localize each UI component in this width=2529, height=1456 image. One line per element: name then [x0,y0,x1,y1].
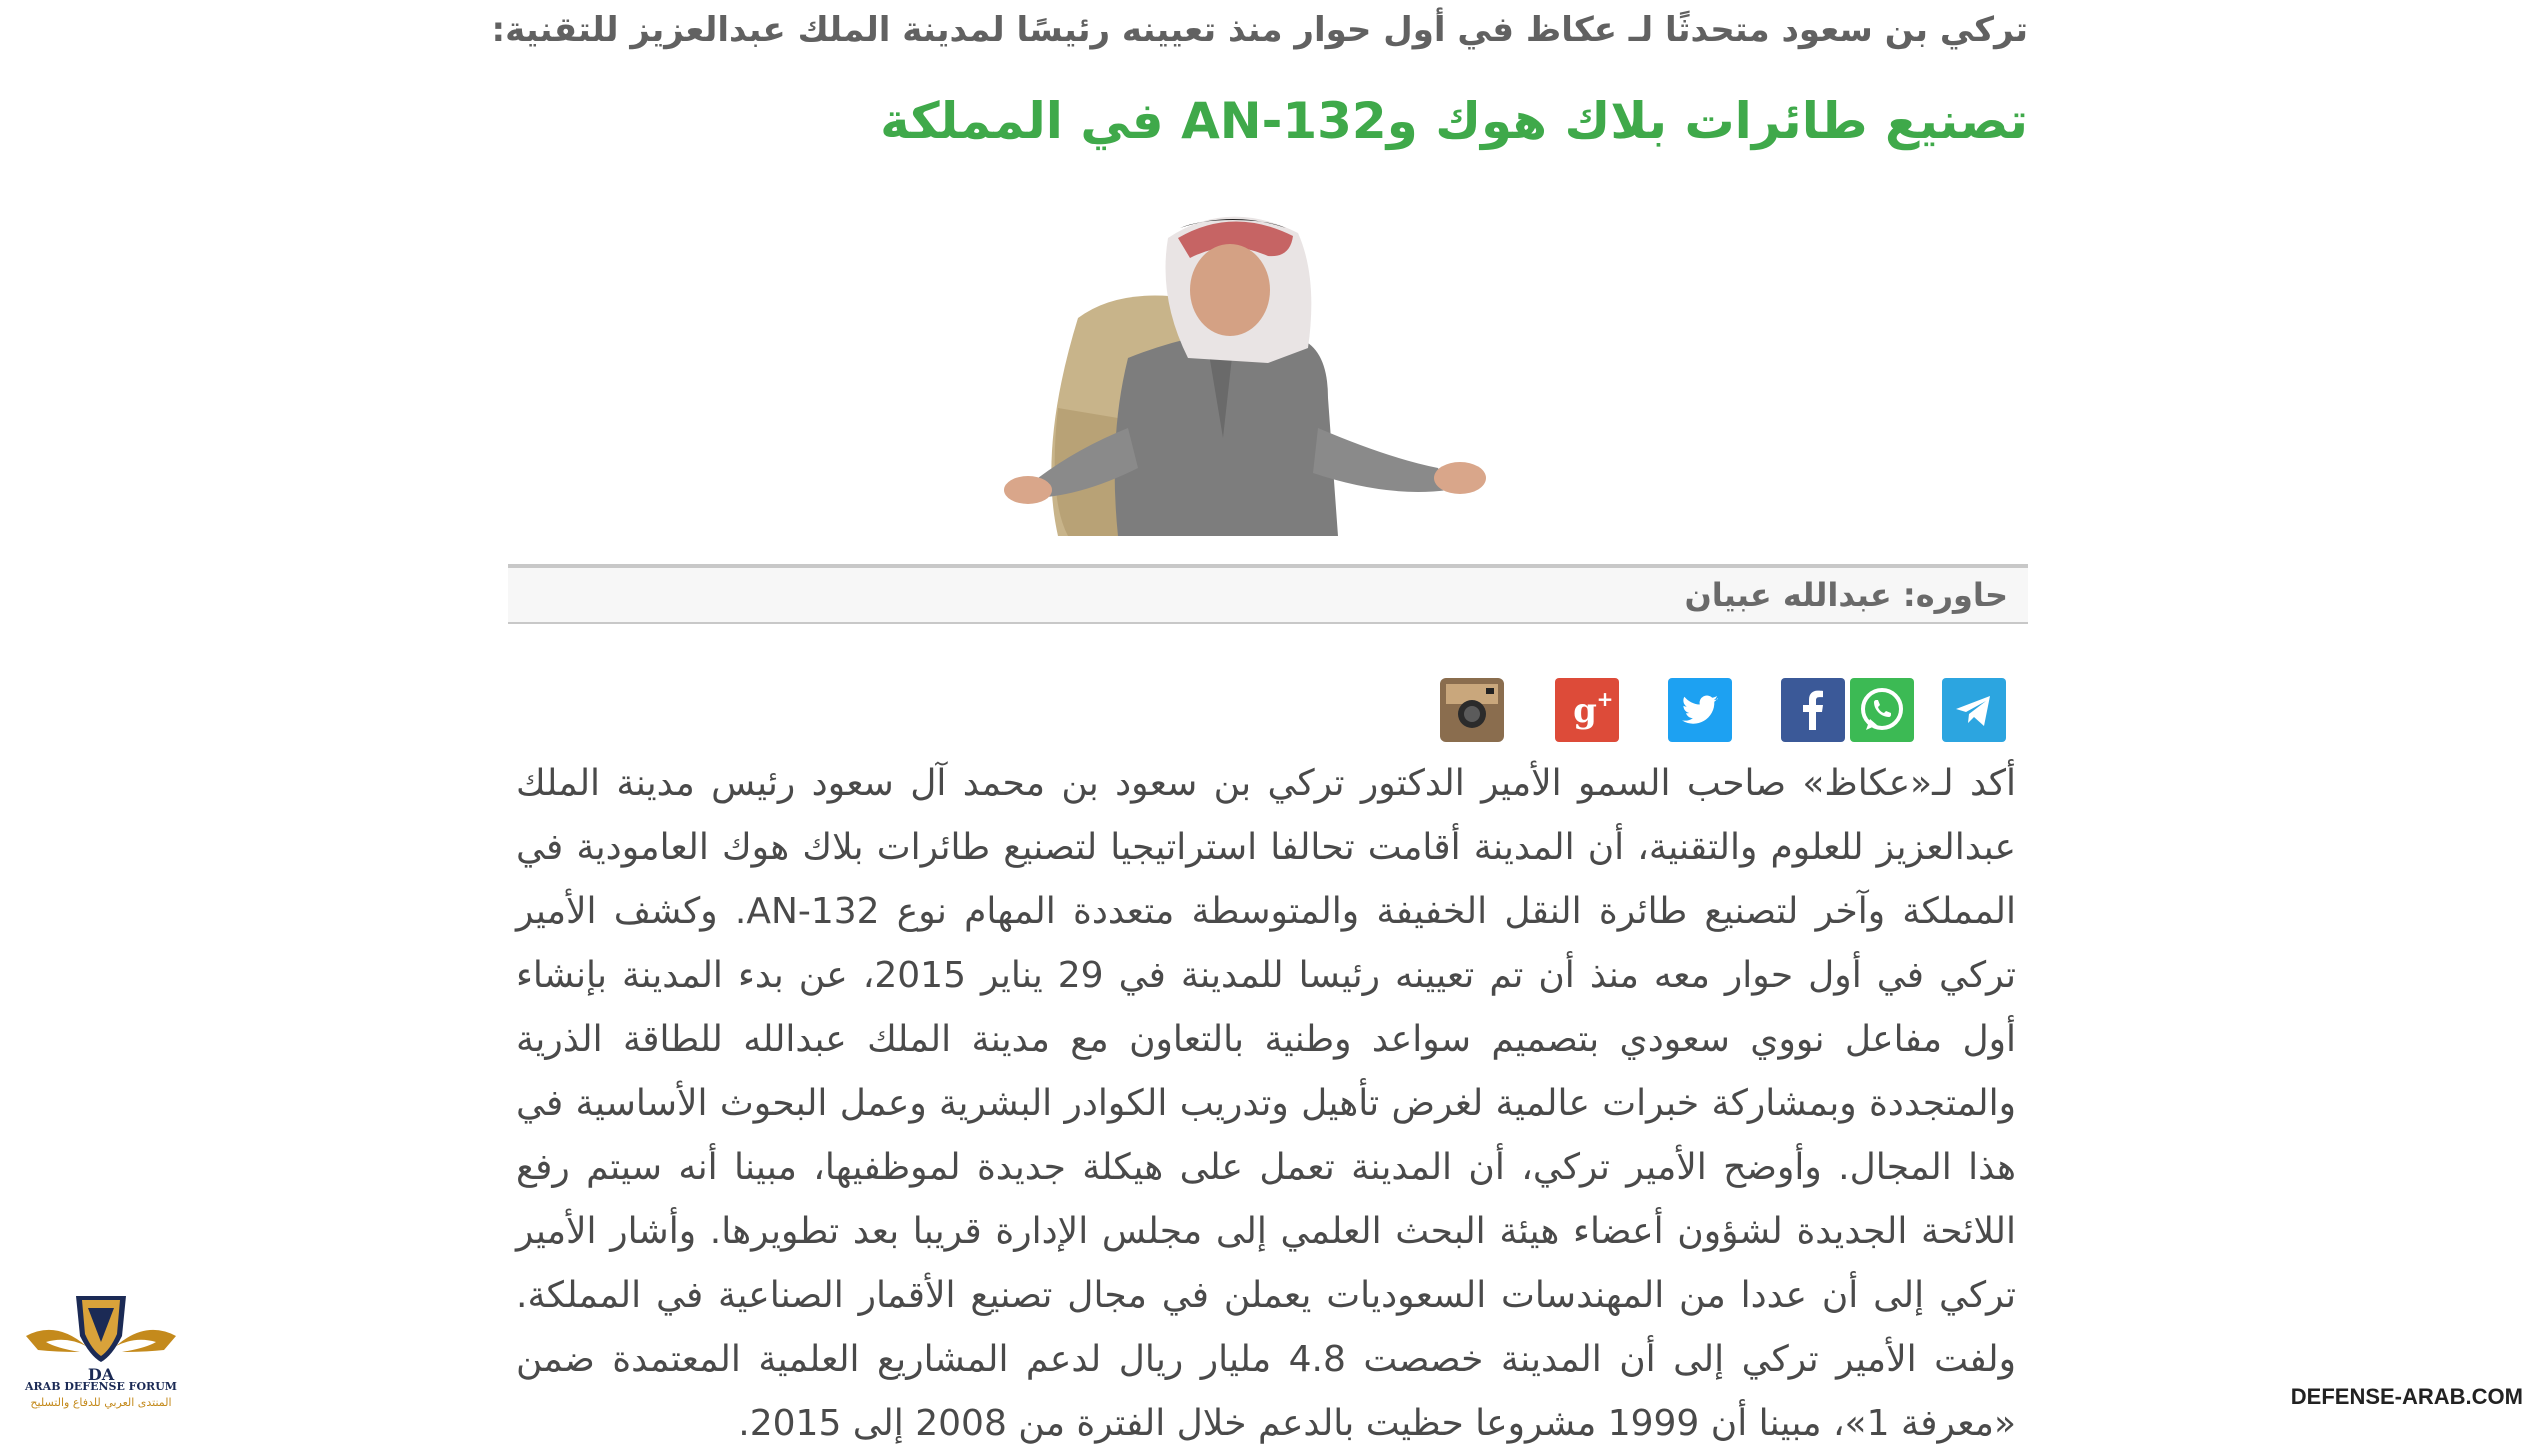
byline-bar [508,564,2028,624]
telegram-icon[interactable] [1942,678,2006,742]
svg-text:+: + [1596,687,1614,711]
forum-logo [16,1290,186,1414]
forum-name-en: ARAB DEFENSE FORUM [25,1380,177,1393]
article-headline: تصنيع طائرات بلاك هوك وAN-132 في المملكة [880,92,2028,150]
logo-letters: DA [87,1365,115,1384]
google-plus-icon[interactable] [1555,678,1619,742]
whatsapp-icon[interactable] [1850,678,1914,742]
share-toolbar [1440,678,2040,744]
twitter-icon[interactable] [1668,678,1732,742]
byline: حاوره: عبدالله عبيان [1684,576,2008,614]
forum-name-ar: المنتدى العربي للدفاع والتسليح [30,1396,172,1409]
article-body: أكد لـ«عكاظ» صاحب السمو الأمير الدكتور تركي بن سعود بن محمد آل سعود رئيس مدينة الملك عبدالعزيز للعلوم والتقنية، أن المدينة أقامت تحالفا استراتيجيا لتصنيع طائرات بلاك هوك العامودية في المملكة وآخر لتصنيع طائرة النقل الخفيفة والمتوسطة متعددة المهام نوع AN-132. وكشف الأمير تركي في أول حوار معه منذ أن تم تعيينه رئيسا للمدينة في 29 يناير 2015، عن بدء المدينة بإنشاء أول مفاعل نووي سعودي بتصميم سواعد وطنية بالتعاون مع مدينة الملك عبدالله للطاقة الذرية والمتجددة وبمشاركة خبرات عالمية لغرض تأهيل وتدريب الكوادر البشرية وعمل البحوث الأساسية في هذا المجال. وأوضح الأمير تركي، أن المدينة تعمل على هيكلة جديدة لموظفيها، مبينا أنه سيتم رفع اللائحة الجديدة لشؤون أعضاء هيئة البحث العلمي إلى مجلس الإدارة قريبا بعد تطويرها. وأشار الأمير تركي إلى أن عددا من المهندسات السعوديات يعملن في مجال تصنيع الأقمار الصناعية في المملكة. ولفت الأمير تركي إلى أن المدينة خصصت 4.8 مليار ريال لدعم المشاريع العلمية المعتمدة ضمن «معرفة 1»، مبينا أن 1999 مشروعا حظيت بالدعم خلال الفترة من 2008 إلى 2015. [516,763,2017,1444]
svg-text:g: g [1573,691,1597,731]
site-credit: DEFENSE-ARAB.COM [2290,1384,2523,1409]
instagram-icon[interactable] [1440,678,1504,742]
article-photo [968,198,1548,536]
article-kicker: تركي بن سعود متحدثًا لـ عكاظ في أول حوار منذ تعيينه رئيسًا لمدينة الملك عبدالعزيز للتقنية: [491,10,2028,50]
eagle-shield-icon [16,1290,186,1386]
facebook-icon[interactable] [1781,678,1845,742]
